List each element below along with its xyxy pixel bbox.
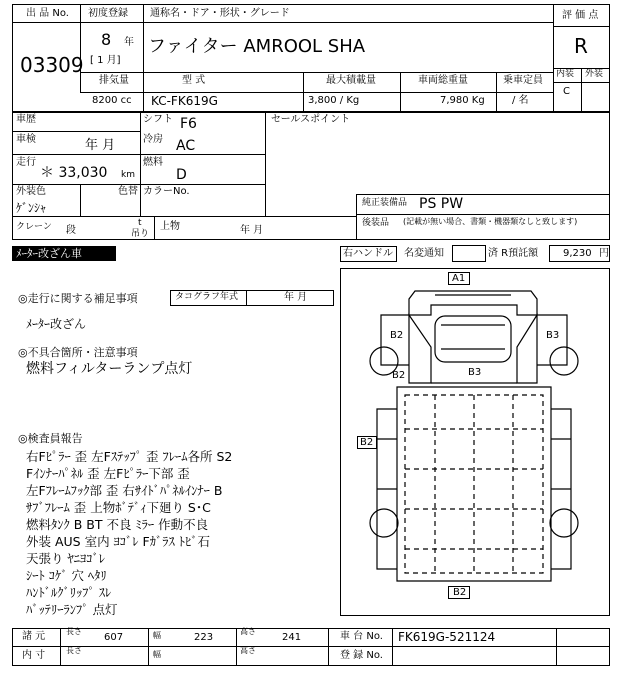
type-value: KC-FK619G [151,94,218,108]
capacity-label: 乗車定員 [503,75,543,86]
mark-b2-side: B2 [360,437,374,448]
chassis-label: 車 台 No. [340,631,383,642]
mark-b3-center: B3 [468,367,482,378]
reg-label: 登 録 No. [340,650,383,661]
max-load-label: 最大積載量 [326,75,376,86]
fuel-value: D [176,167,187,183]
defect-title: ◎不具合箇所・注意事項 [18,346,138,359]
shift-label: シフト [143,114,173,125]
chassis-no: FK619G-521124 [398,630,496,644]
name-change-label: 名変通知 [404,248,444,259]
banner-text: ﾒｰﾀｰ改ざん車 [16,247,82,260]
width-value: 223 [194,632,214,643]
interior-grade: C [563,86,570,97]
mark-b3-right-cab: B3 [546,330,560,341]
equip-label: 純正装備品 [362,198,408,208]
mark-b2-left-door: B2 [392,370,406,381]
color-code-label: カラーNo. [143,186,190,197]
mark-a1: A1 [452,273,466,284]
body-dashed-cols [435,395,513,573]
inspector-line: ﾊﾞｯﾃﾘｰﾗﾝﾌﾟ 点灯 [26,602,118,617]
name-change-box [452,245,486,262]
ac-value: AC [176,138,196,154]
dims-label: 内 寸 [22,650,46,661]
tacho-value: 年 月 [284,292,308,303]
yen-unit: 円 [599,248,609,259]
displacement-value: 8200 cc [92,95,132,106]
upper-value: 年 月 [240,225,264,236]
score-value: R [574,34,588,58]
tacho-label: タコグラフ年式 [175,292,239,302]
history-label: 車歴 [16,114,36,125]
inspector-line: ﾊﾝﾄﾞﾙｸﾞﾘｯﾌﾟ ｽﾚ [26,585,112,600]
sales-point-label: セールスポイント [271,114,351,125]
ext-color-value: ｹﾞﾝｼｬ [16,201,47,215]
mark-b2-left-cab: B2 [390,330,404,341]
height-value: 241 [282,632,302,643]
inspector-line: Fｲﾝﾅｰﾊﾟﾈﾙ 歪 左Fﾋﾟﾗｰ下部 歪 [26,466,190,481]
driving-title: ◎走行に関する補足事項 [18,292,138,305]
damage-diagram [340,268,610,616]
inspector-line: ｻﾌﾞﾌﾚｰﾑ 歪 上物ﾎﾞﾃﾞｨ下廻り S･C [26,500,211,515]
capacity-value: / 名 [512,95,529,106]
recycle-amount: 9,230 [563,248,592,259]
body-inner-dashed [405,395,543,573]
crane-t: t [138,218,142,228]
fuel-label: 燃料 [143,157,163,168]
lot-no: 03309 [20,53,84,77]
shift-value: F6 [180,116,197,132]
inspection-label: 車検 [16,134,36,145]
gross-weight-value: 7,980 Kg [440,95,485,106]
crane-lift: 吊り [131,229,150,239]
length-value: 607 [104,632,124,643]
windshield-lines [441,325,505,349]
equip-value: PS PW [419,196,464,212]
aftermarket-label: 後装品 [362,218,390,228]
rear-left-wheel [370,509,398,537]
inspector-line: 左Fﾌﾚｰﾑﾌｯｸ部 歪 右ｻｲﾄﾞﾊﾟﾈﾙｲﾝﾅｰ B [26,483,223,498]
inspector-line: 燃料ﾀﾝｸ B BT 不良 ﾐﾗｰ 作動不良 [26,517,209,532]
mileage-unit: km [121,170,135,180]
side-panel-divisions [377,439,571,489]
recycle-label: 済 R預託額 [488,248,539,259]
steering-handle: 右ハンドル [343,248,393,259]
mileage-label: 走行 [16,157,36,168]
truck-outline [341,269,609,615]
inspector-line: 右Fﾋﾟﾗｰ 歪 左Fｽﾃｯﾌﾟ 歪 ﾌﾚｰﾑ各所 S2 [26,449,233,464]
crane-value: 段 [66,225,76,236]
dims-length-label: 長さ [66,646,82,655]
mark-b2-rear: B2 [453,587,467,598]
defect-text: 燃料フィルターランプ点灯 [26,361,193,377]
inspection-value: 年 月 [85,138,116,153]
first-reg-year: 8 [101,30,112,49]
model-label: 通称名・ドア・形状・グレード [150,8,290,19]
driving-text: ﾒｰﾀｰ改ざん [26,317,87,331]
score-label: 評 価 点 [562,10,599,21]
model-name: ファイター AMROOL SHA [148,36,366,57]
first-reg-label: 初度登録 [88,8,128,19]
dims-width-label: 幅 [153,650,161,659]
type-label: 型 式 [182,75,206,86]
year-unit: 年 [124,37,134,48]
specs-label: 諸 元 [22,631,46,642]
aftermarket-note: (記載が無い場合、書類・機器類なしと致します) [403,217,578,226]
inspector-line: 外装 AUS 室内 ﾖｺﾞﾚ Fｶﾞﾗｽ ﾄﾋﾞ石 [26,534,210,549]
exterior-label: 外装 [585,69,604,79]
ext-color-label: 外装色 [16,186,46,197]
max-load-value: 3,800 / Kg [308,95,360,106]
meter-tampered-banner [12,246,116,261]
lot-no-label: 出 品 No. [26,8,69,19]
windshield-outline [435,316,511,362]
inspector-report [26,448,336,618]
crane-label: クレーン [16,222,52,232]
front-right-wheel [550,347,578,375]
gross-weight-label: 車両総重量 [418,75,468,86]
width-label: 幅 [153,631,161,640]
interior-label: 内装 [556,69,575,79]
footer-box [12,628,610,666]
inspector-line: 天張り ﾔﾆﾖｺﾞﾚ [26,551,105,566]
first-reg-month: [ 1 月] [90,55,121,66]
dims-height-label: 高さ [240,646,256,655]
ac-label: 冷房 [143,134,163,145]
length-label: 長さ [66,627,82,636]
displacement-label: 排気量 [99,75,129,86]
inspector-title: ◎検査員報告 [18,432,83,445]
rear-right-wheel [550,509,578,537]
color-no-label: 色替 [118,186,138,197]
inspector-line: ｼｰﾄ ｺｹﾞ 穴 ﾍﾀﾘ [26,568,107,583]
height-label: 高さ [240,627,256,636]
mileage-value: ＊ 33,030 [40,165,108,181]
upper-label: 上物 [160,221,180,232]
